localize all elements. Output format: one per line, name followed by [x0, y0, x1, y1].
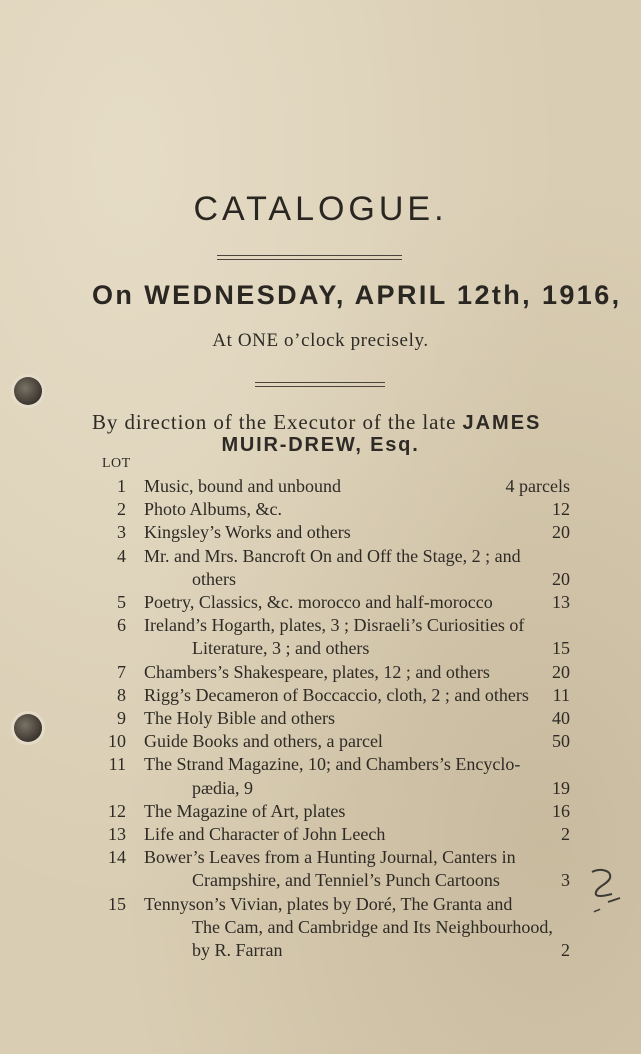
lot-line: [92, 521, 570, 544]
lot-quantity: 2: [561, 940, 570, 960]
lot-quantity: 19: [552, 778, 570, 798]
lot-number: 12: [108, 801, 126, 821]
lot-line: [92, 661, 570, 684]
sale-date: On WEDNESDAY, APRIL 12th, 1916,: [92, 280, 622, 310]
executor-name: MUIR-DREW, Esq.: [221, 434, 420, 456]
lot-line: [92, 614, 570, 637]
lot-number: 6: [117, 615, 126, 635]
lot-line: [92, 939, 570, 962]
page-title: CATALOGUE.: [193, 190, 448, 228]
lot-quantity: 20: [552, 569, 570, 589]
lot-description: Chambers’s Shakespeare, plates, 12 ; and others: [144, 662, 490, 682]
lot-description: The Magazine of Art, plates: [144, 801, 346, 821]
lot-line: [92, 800, 570, 823]
lot-description: Ireland’s Hogarth, plates, 3 ; Disraeli’s Curiosities of: [144, 615, 525, 635]
lot-line: [92, 730, 570, 753]
lot-description: Mr. and Mrs. Bancroft On and Off the Stage, 2 ; and: [144, 546, 521, 566]
lot-line: [92, 637, 570, 660]
lot-number: 14: [108, 847, 126, 867]
lot-column-header: LOT: [102, 456, 131, 471]
executor-prefix: By direction of the Executor of the late: [92, 410, 457, 434]
lot-number: 4: [117, 546, 126, 566]
lot-description: Rigg’s Decameron of Boccaccio, cloth, 2 ; and others: [144, 685, 529, 705]
lot-line: [92, 498, 570, 521]
lot-quantity: 2: [561, 824, 570, 844]
lot-description: Crampshire, and Tenniel’s Punch Cartoons: [192, 870, 500, 890]
lot-number: 8: [117, 685, 126, 705]
lot-description: Music, bound and unbound: [144, 476, 341, 496]
lot-line: [92, 591, 570, 614]
lot-line: [92, 753, 570, 776]
lot-number: 5: [117, 592, 126, 612]
lot-line: [92, 475, 570, 498]
lot-number: 7: [117, 662, 126, 682]
lot-line: [92, 823, 570, 846]
executor-first-name: JAMES: [462, 412, 542, 434]
lot-description: The Cam, and Cambridge and Its Neighbourhood,: [192, 917, 553, 937]
lot-line: [92, 916, 570, 939]
lot-line: [92, 893, 570, 916]
lot-number: 11: [108, 754, 126, 774]
lot-number: 2: [117, 499, 126, 519]
lot-description: Guide Books and others, a parcel: [144, 731, 383, 751]
lot-number: 15: [108, 894, 126, 914]
lot-description: Kingsley’s Works and others: [144, 522, 351, 542]
lot-number: 1: [117, 476, 126, 496]
lot-line: [92, 707, 570, 730]
lot-number: 9: [117, 708, 126, 728]
lot-quantity: 15: [552, 638, 570, 658]
lot-number: 10: [108, 731, 126, 751]
lot-description: others: [192, 569, 236, 589]
lot-description: Poetry, Classics, &c. morocco and half-morocco: [144, 592, 493, 612]
lot-quantity: 12: [552, 499, 570, 519]
lot-description: Photo Albums, &c.: [144, 499, 283, 519]
lot-description: Bower’s Leaves from a Hunting Journal, Canters in: [144, 847, 516, 867]
lot-line: [92, 777, 570, 800]
lot-quantity: 4 parcels: [505, 476, 570, 496]
lot-quantity: 3: [561, 870, 570, 890]
sale-time: At ONE o’clock precisely.: [212, 330, 429, 351]
lot-quantity: 40: [552, 708, 570, 728]
lot-description: by R. Farran: [192, 940, 283, 960]
lot-description: The Strand Magazine, 10; and Chambers’s Encyclo-: [144, 754, 521, 774]
lot-quantity: 16: [552, 801, 570, 821]
lot-line: [92, 684, 570, 707]
lot-quantity: 20: [552, 522, 570, 542]
lot-description: The Holy Bible and others: [144, 708, 335, 728]
lot-description: Literature, 3 ; and others: [192, 638, 370, 658]
pencil-annotation-icon: [586, 866, 626, 918]
lot-description: Tennyson’s Vivian, plates by Doré, The Granta and: [144, 894, 513, 914]
lot-line: [92, 545, 570, 568]
lot-quantity: 50: [552, 731, 570, 751]
lot-quantity: 11: [552, 685, 570, 705]
lot-number: 13: [108, 824, 126, 844]
lot-number: 3: [117, 522, 126, 542]
lot-description: pædia, 9: [192, 778, 253, 798]
lot-line: [92, 869, 570, 892]
lot-line: [92, 568, 570, 591]
lot-quantity: 13: [552, 592, 570, 612]
lot-quantity: 20: [552, 662, 570, 682]
lot-description: Life and Character of John Leech: [144, 824, 386, 844]
lot-line: [92, 846, 570, 869]
